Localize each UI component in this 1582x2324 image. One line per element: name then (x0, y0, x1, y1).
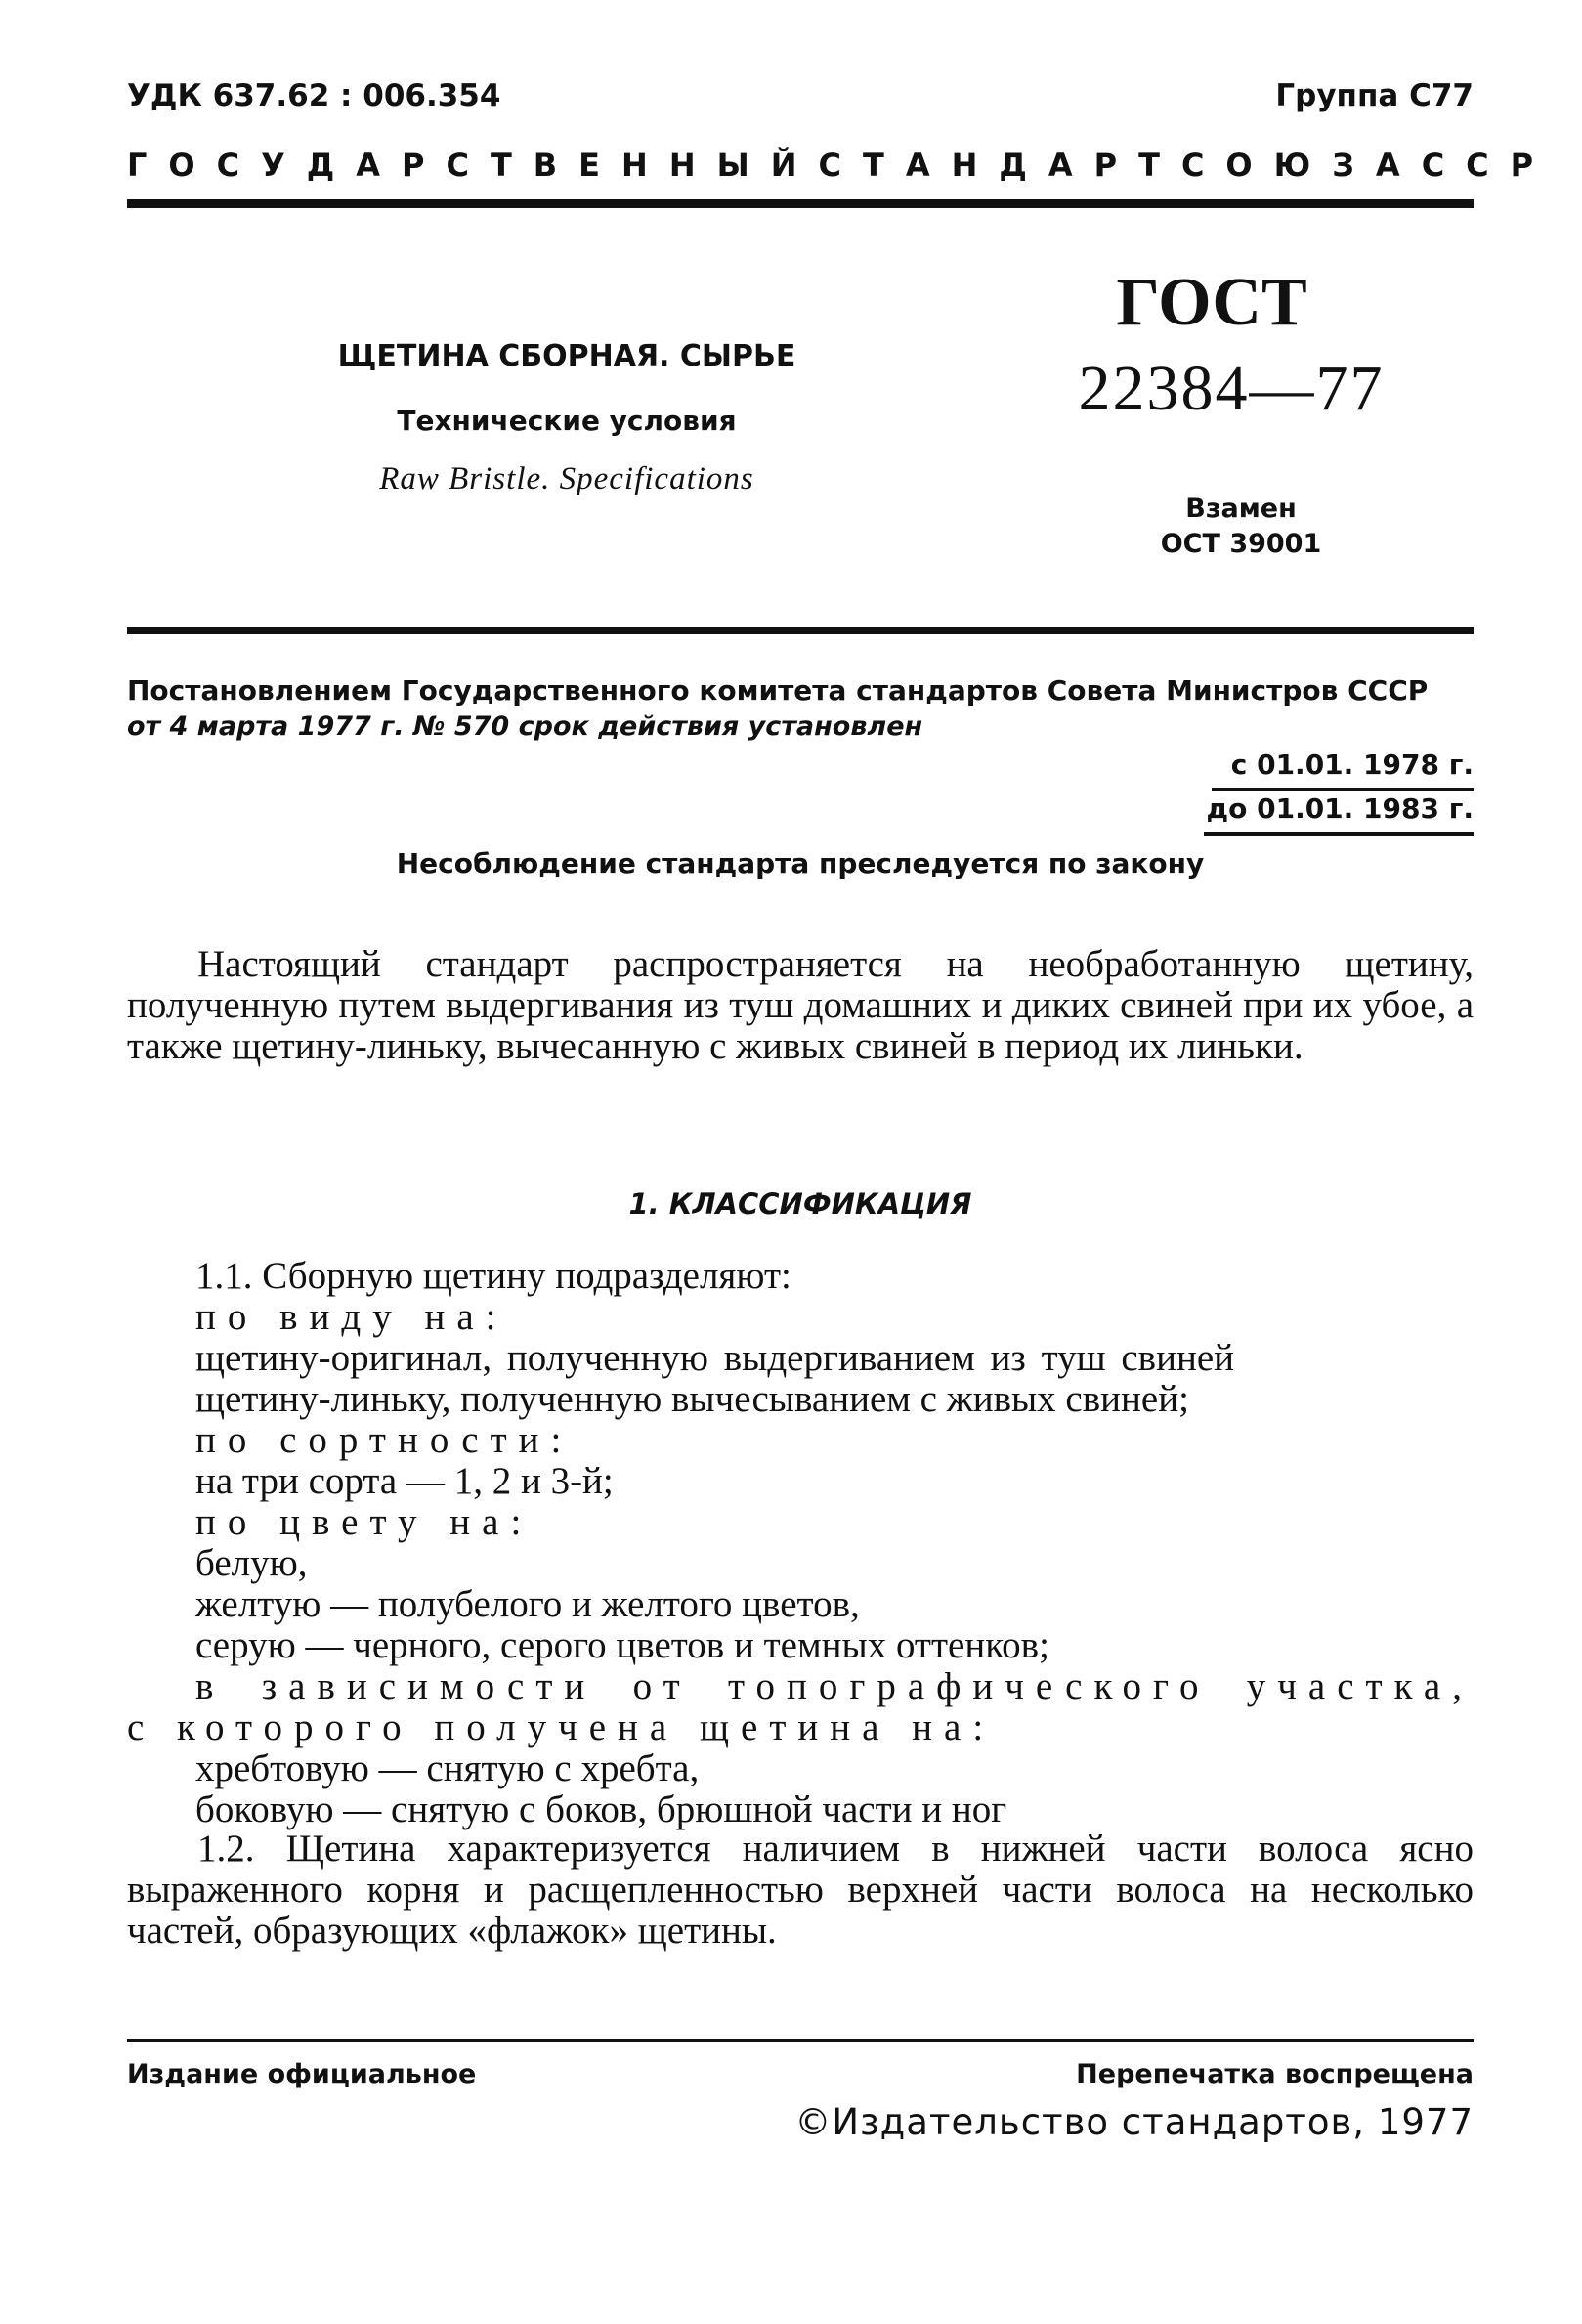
clause-1-2: 1.2. Щетина характеризуется наличием в нижней части волоса ясно выраженного корня и расщепленностью верхней части волоса на несколько частей, образующих «флажок» щетины. (127, 1828, 1474, 1952)
banner-word-3: СОЮЗА (1180, 147, 1422, 184)
color-white: белую, (195, 1542, 308, 1584)
by-area-heading: в зависимости от топографического участка, (195, 1665, 1474, 1707)
type-original: щетину-оригинал, полученную выдергиванием из туш свиней (195, 1337, 1235, 1379)
intro-paragraph: Настоящий стандарт распространяется на необработанную щетину, полученную путем выдергивания из туш домашних и диких свиней при их убое, а также щетину-линьку, вычесанную с живых свиней в период их линьки. (127, 943, 1474, 1067)
valid-to: до 01.01. 1983 г. (1206, 793, 1474, 825)
area-side: боковую — снятую с боков, брюшной части и ног (195, 1788, 1007, 1830)
header-rule (127, 199, 1474, 208)
decree-line-1: Постановлением Государственного комитета стандартов Совета Министров СССР (127, 674, 1429, 707)
color-yellow: желтую — полубелого и желтого цветов, (195, 1583, 860, 1625)
by-area-heading-cont: с которого получена щетина на: (127, 1706, 996, 1748)
banner-word-4: ССР (1421, 147, 1556, 184)
title-rule (127, 627, 1474, 634)
type-moult: щетину-линьку, полученную вычесыванием с живых свиней; (195, 1378, 1189, 1420)
official-edition: Издание официальное (127, 2059, 477, 2089)
gost-label: ГОСТ (1116, 265, 1307, 340)
valid-from-rule (1212, 788, 1474, 791)
group-code: Группа С77 (1275, 78, 1474, 113)
footer-rule (127, 2039, 1474, 2042)
gost-number: 22384—77 (1078, 353, 1385, 424)
standard-title-english: Raw Bristle. Specifications (379, 461, 754, 496)
law-warning: Несоблюдение стандарта преследуется по закону (396, 847, 1205, 880)
section-heading: 1. КЛАССИФИКАЦИЯ (628, 1187, 972, 1221)
banner-word-1: ГОСУДАРСТВЕННЫЙ (127, 147, 819, 184)
udk-code: УДК 637.62 : 006.354 (127, 78, 501, 113)
replaces-block (1124, 492, 1358, 562)
state-standard-banner (127, 147, 1556, 184)
color-grey: серую — черного, серого цветов и темных оттенков; (195, 1624, 1049, 1666)
clause-1-1: 1.1. Сборную щетину подразделяют: (195, 1255, 791, 1297)
decree-line-2: от 4 марта 1977 г. № 570 срок действия установлен (127, 711, 923, 742)
by-grade-heading: по сортности: (195, 1419, 574, 1461)
replaces-value: ОСТ 39001 (1160, 529, 1322, 559)
valid-from: с 01.01. 1978 г. (1230, 749, 1474, 781)
banner-word-2: СТАНДАРТ (818, 147, 1181, 184)
copyright: ©Издательство стандартов, 1977 (794, 2101, 1474, 2143)
grade-list: на три сорта — 1, 2 и 3-й; (195, 1460, 614, 1502)
by-type-heading: по виду на: (195, 1296, 508, 1338)
standard-title: ЩЕТИНА СБОРНАЯ. СЫРЬЕ (337, 339, 796, 373)
standard-subtitle: Технические условия (397, 405, 737, 437)
by-color-heading: по цвету на: (195, 1501, 534, 1543)
replaces-label: Взамен (1185, 494, 1297, 524)
reprint-prohibited: Перепечатка воспрещена (1076, 2059, 1474, 2089)
area-ridge: хребтовую — снятую с хребта, (195, 1747, 700, 1789)
valid-to-rule (1204, 832, 1474, 836)
